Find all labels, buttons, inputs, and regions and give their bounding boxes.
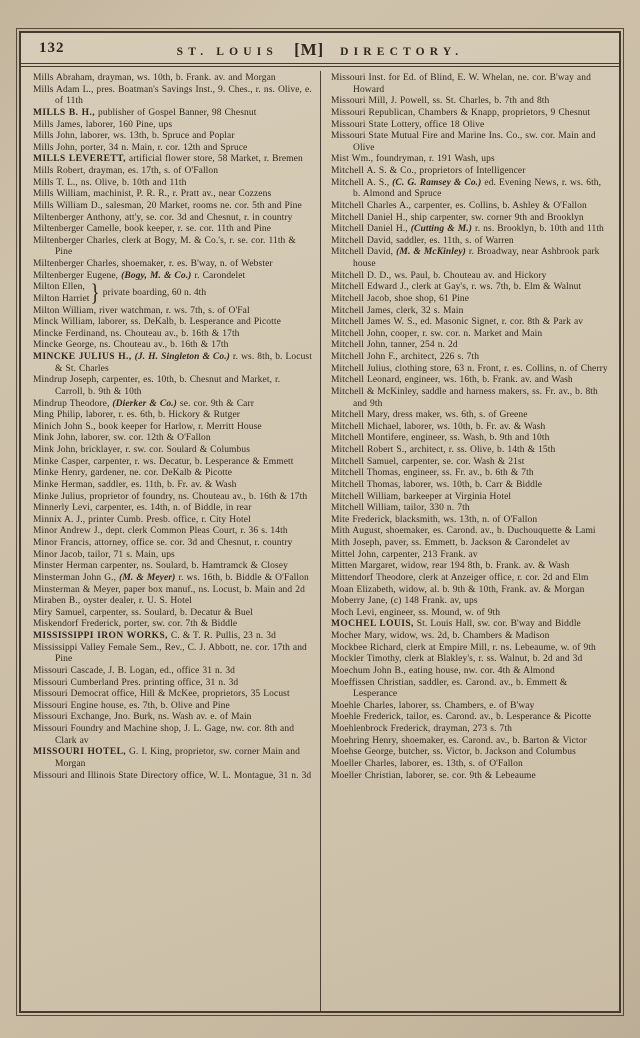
brace-glyph: } bbox=[90, 280, 100, 307]
directory-entry: Missouri Republican, Chambers & Knapp, proprietors, 9 Chesnut bbox=[331, 107, 591, 118]
directory-entry: Mills Adam L., pres. Boatman's Savings Inst., 9. Ches., r. ns. Olive, e. of 11th bbox=[33, 84, 312, 107]
directory-entry: Mitchell John, cooper, r. sw. cor. n. Market and Main bbox=[331, 328, 543, 339]
page-border-frame bbox=[16, 28, 624, 1016]
directory-entry: Missouri and Illinois State Directory office, W. L. Montague, 31 n. 3d bbox=[33, 770, 312, 781]
directory-entry: Mittel John, carpenter, 213 Frank. av bbox=[331, 549, 478, 560]
directory-entry: Mitchell Leonard, engineer, ws. 16th, b. Frank. av. and Wash bbox=[331, 375, 573, 386]
directory-entry: Mitten Margaret, widow, rear 194 8th, b. Frank. av. & Wash bbox=[331, 561, 570, 572]
directory-entry: MISSOURI HOTEL, G. I. King, proprietor, sw. corner Main and Morgan bbox=[33, 747, 300, 769]
directory-entry: Mississippi Valley Female Sem., Rev., C. J. Abbott, ne. cor. 17th and Pine bbox=[33, 642, 307, 665]
directory-column-left bbox=[21, 71, 320, 1011]
page-header bbox=[21, 33, 619, 61]
directory-entry: Moeller Christian, laborer, se. cor. 9th & Lebeaume bbox=[331, 770, 536, 781]
directory-entry: MILLS LEVERETT, artificial flower store, 58 Market, r. Bremen bbox=[33, 154, 303, 165]
page-number: 132 bbox=[39, 40, 65, 56]
directory-entry: Mills William D., salesman, 20 Market, rooms ne. cor. 5th and Pine bbox=[33, 200, 302, 211]
directory-entry: Mindrup Theodore, (Dierker & Co.) se. cor. 9th & Carr bbox=[33, 398, 254, 409]
directory-entry: Miltenberger Charles, shoemaker, r. es. B'way, n. of Webster bbox=[33, 259, 273, 269]
page-title-right: DIRECTORY. bbox=[340, 46, 464, 58]
directory-entry: Mills Robert, drayman, es. 17th, s. of O'Fallon bbox=[33, 166, 219, 176]
directory-entry: Mitchell James W. S., ed. Masonic Signet, r. cor. 8th & Park av bbox=[331, 317, 584, 328]
directory-entry: Moeffissen Christian, saddler, es. Carond. av., b. Emmett & Lesperance bbox=[331, 677, 568, 700]
directory-entry: Minke Julius, proprietor of foundry, ns. Chouteau av., b. 16th & 17th bbox=[33, 491, 308, 502]
directory-entry: Mincke George, ns. Chouteau av., b. 16th & 17th bbox=[33, 340, 229, 351]
directory-entry: Mills John, laborer, ws. 13th, b. Spruce and Poplar bbox=[33, 131, 235, 142]
directory-entry: Mink John, bricklayer, r. sw. cor. Soulard & Columbus bbox=[33, 445, 251, 455]
directory-entry: Missouri Cascade, J. B. Logan, ed., office 31 n. 3d bbox=[33, 665, 236, 676]
directory-entry: Missouri State Lottery, office 18 Olive bbox=[331, 119, 485, 130]
directory-entry: Mitchell Daniel H., (Cutting & M.) r. ns. Brooklyn, b. 10th and 11th bbox=[331, 224, 604, 235]
directory-entry: Mindrup Joseph, carpenter, es. 10th, b. Chesnut and Market, r. Carroll, b. 9th & 10th bbox=[33, 375, 281, 397]
directory-entry: Mitchell Robert S., architect, r. ss. Olive, b. 14th & 15th bbox=[331, 445, 556, 455]
directory-entry: Miskendorf Frederick, porter, sw. cor. 7th & Biddle bbox=[33, 619, 238, 630]
directory-entry: Mitchell John, tanner, 254 n. 2d bbox=[331, 340, 458, 351]
directory-entry: Mockler Timothy, clerk at Blakley's, r. ss. Walnut, b. 2d and 3d bbox=[331, 654, 583, 665]
braced-names bbox=[33, 282, 90, 305]
page-title-left: ST. LOUIS bbox=[176, 46, 278, 58]
directory-entry: Mist Wm., foundryman, r. 191 Wash, ups bbox=[331, 154, 495, 165]
directory-entry: Miltenberger Camelle, book keeper, r. se. cor. 11th and Pine bbox=[33, 224, 272, 235]
directory-entry: Mitchell D. D., ws. Paul, b. Chouteau av. and Hickory bbox=[331, 270, 547, 281]
directory-entry: Missouri Mill, J. Powell, ss. St. Charles, b. 7th and 8th bbox=[331, 96, 550, 107]
directory-entry: Mitchell William, barkeeper at Virginia Hotel bbox=[331, 491, 512, 502]
directory-entry: Missouri Cumberland Pres. printing office, 31 n. 3d bbox=[33, 677, 239, 688]
directory-entry: Minor Jacob, tailor, 71 s. Main, ups bbox=[33, 549, 175, 560]
directory-entry: Miry Samuel, carpenter, ss. Soulard, b. Decatur & Buel bbox=[33, 607, 253, 618]
directory-entry: Moehle Charles, laborer, ss. Chambers, e. of B'way bbox=[331, 700, 535, 711]
directory-entry-braced bbox=[33, 282, 312, 305]
braced-shared-text: private boarding, 60 n. 4th bbox=[102, 288, 207, 299]
directory-entry: Mills John, porter, 34 n. Main, r. cor. 12th and Spruce bbox=[33, 142, 248, 153]
directory-entry: Moehle Frederick, tailor, es. Carond. av., b. Lesperance & Picotte bbox=[331, 712, 592, 723]
directory-entry: Mith August, shoemaker, es. Carond. av., b. Duchouquette & Lami bbox=[331, 526, 596, 537]
directory-entry: Minor Francis, attorney, office se. cor. 3d and Chesnut, r. country bbox=[33, 538, 293, 548]
directory-entry: Moberry Jane, (c) 148 Frank. av, ups bbox=[331, 596, 478, 607]
directory-entry: Mitchell Edward J., clerk at Gay's, r. ws. 7th, b. Elm & Walnut bbox=[331, 282, 582, 293]
directory-entry: Miraben B., oyster dealer, r. U. S. Hotel bbox=[33, 596, 192, 607]
page-body bbox=[19, 31, 621, 1013]
directory-entry: Minsterman & Meyer, paper box manuf., ns. Locust, b. Main and 2d bbox=[33, 584, 305, 595]
directory-columns bbox=[21, 67, 619, 1011]
directory-entry: Moeller Charles, laborer, es. 13th, s. of O'Fallon bbox=[331, 758, 523, 769]
directory-entry: Mitchell Thomas, engineer, ss. Fr. av., b. 6th & 7th bbox=[331, 468, 534, 479]
directory-entry: Milton William, river watchman, r. ws. 7th, s. of O'Fal bbox=[33, 305, 250, 316]
directory-entry: MOCHEL LOUIS, St. Louis Hall, sw. cor. B'way and Biddle bbox=[331, 619, 581, 630]
directory-entry: Missouri State Mutual Fire and Marine Ins. Co., sw. cor. Main and Olive bbox=[331, 131, 596, 153]
directory-entry: Minke Casper, carpenter, r. ws. Decatur, b. Lesperance & Emmett bbox=[33, 456, 294, 467]
directory-entry: Mitchell David, saddler, es. 11th, s. of Warren bbox=[331, 235, 514, 246]
directory-entry: Minnix A. J., printer Cumb. Presb. office, r. City Hotel bbox=[33, 514, 251, 525]
directory-entry: Minke Henry, gardener, ne. cor. DeKalb & Picotte bbox=[33, 468, 233, 479]
directory-entry: Moan Elizabeth, widow, al. b. 9th & 10th, Frank. av. & Morgan bbox=[331, 584, 585, 595]
directory-entry: Mitchell Samuel, carpenter, se. cor. Wash & 21st bbox=[331, 456, 525, 467]
directory-entry: Mitchell A. S. & Co., proprietors of Intelligencer bbox=[331, 166, 526, 176]
entry-name: Milton Harriet bbox=[33, 293, 90, 304]
directory-entry: Mitchell Charles A., carpenter, es. Collins, b. Ashley & O'Fallon bbox=[331, 200, 587, 211]
directory-entry: Mitchell Julius, clothing store, 63 n. Front, r. es. Collins, n. of Cherry bbox=[331, 363, 608, 374]
directory-entry: MINCKE JULIUS H., (J. H. Singleton & Co.) r. ws. 8th, b. Locust & St. Charles bbox=[33, 352, 312, 374]
directory-entry: Mith Joseph, paver, ss. Emmett, b. Jackson & Carondelet av bbox=[331, 538, 570, 548]
directory-entry: Mitchell Mary, dress maker, ws. 6th, s. of Greene bbox=[331, 410, 528, 421]
directory-entry: Mitchell David, (M. & McKinley) r. Broadway, near Ashbrook park house bbox=[331, 247, 600, 269]
directory-entry: Mitchell A. S., (C. G. Ramsey & Co.) ed. Evening News, r. ws. 6th, b. Almond and Spruce bbox=[331, 177, 602, 200]
directory-entry: Mitchell John F., architect, 226 s. 7th bbox=[331, 352, 480, 362]
directory-entry: Mitchell Montifere, engineer, ss. Wash, b. 9th and 10th bbox=[331, 433, 550, 444]
directory-entry: Mitchell Daniel H., ship carpenter, sw. corner 9th and Brooklyn bbox=[331, 212, 584, 223]
directory-entry: Mills Abraham, drayman, ws. 10th, b. Frank. av. and Morgan bbox=[33, 73, 276, 83]
section-letter: [M] bbox=[294, 40, 324, 59]
directory-entry: Missouri Foundry and Machine shop, J. L. Gage, nw. cor. 8th and Clark av bbox=[33, 724, 295, 746]
directory-entry: Mittendorf Theodore, clerk at Anzeiger office, r. cor. 2d and Elm bbox=[331, 572, 589, 583]
directory-entry: Moehring Henry, shoemaker, es. Carond. av., b. Barton & Victor bbox=[331, 735, 587, 746]
directory-entry: Mills T. L., ns. Olive, b. 10th and 11th bbox=[33, 177, 187, 188]
directory-entry: Mitchell Michael, laborer, ws. 10th, b. Fr. av. & Wash bbox=[331, 421, 546, 432]
directory-entry: Mite Frederick, blacksmith, ws. 13th, n. of O'Fallon bbox=[331, 514, 538, 525]
directory-entry: Mitchell James, clerk, 32 s. Main bbox=[331, 305, 464, 316]
entry-name: Milton Ellen, bbox=[33, 282, 85, 293]
directory-entry: Mockbee Richard, clerk at Empire Mill, r. ns. Lebeaume, w. of 9th bbox=[331, 642, 596, 653]
directory-entry: Miltenberger Anthony, att'y, se. cor. 3d and Chesnut, r. in country bbox=[33, 212, 293, 223]
directory-entry: Moehlenbrock Frederick, drayman, 273 s. 7th bbox=[331, 724, 512, 734]
page-title bbox=[21, 40, 619, 60]
directory-entry: Minnerly Levi, carpenter, es. 14th, n. of Biddle, in rear bbox=[33, 503, 252, 514]
directory-entry: Mink John, laborer, sw. cor. 12th & O'Fallon bbox=[33, 433, 211, 444]
directory-entry: Moechum John B., eating house, nw. cor. 4th & Almond bbox=[331, 665, 555, 676]
directory-entry: Minsterman John G., (M. & Meyer) r. ws. 16th, b. Biddle & O'Fallon bbox=[33, 572, 309, 583]
directory-entry: Missouri Engine house, es. 7th, b. Olive and Pine bbox=[33, 700, 230, 711]
directory-entry: Missouri Democrat office, Hill & McKee, proprietors, 35 Locust bbox=[33, 689, 290, 700]
directory-entry: Ming Philip, laborer, r. es. 6th, b. Hickory & Rutger bbox=[33, 410, 241, 421]
directory-entry: Mills James, laborer, 160 Pine, ups bbox=[33, 119, 173, 130]
directory-column-right bbox=[320, 71, 619, 1011]
directory-entry: Minke Herman, saddler, es. 11th, b. Fr. av. & Wash bbox=[33, 479, 237, 490]
directory-entry: MILLS B. H., publisher of Gospel Banner, 98 Chesnut bbox=[33, 107, 257, 118]
directory-entry: Mitchell William, tailor, 330 n. 7th bbox=[331, 503, 470, 514]
directory-entry: Moehse George, butcher, ss. Victor, b. Jackson and Columbus bbox=[331, 747, 576, 758]
directory-entry: Minster Herman carpenter, ns. Soulard, b. Hamtramck & Closey bbox=[33, 561, 288, 572]
directory-entry: Mitchell & McKinley, saddle and harness makers, ss. Fr. av., b. 8th and 9th bbox=[331, 386, 598, 409]
directory-entry: Mitchell Jacob, shoe shop, 61 Pine bbox=[331, 293, 470, 304]
directory-entry: Miltenberger Charles, clerk at Bogy, M. & Co.'s, r. se. cor. 11th & Pine bbox=[33, 235, 296, 258]
directory-entry: Missouri Exchange, Jno. Burk, ns. Wash av. e. of Main bbox=[33, 712, 252, 723]
directory-entry: Mitchell Thomas, laborer, ws. 10th, b. Carr & Biddle bbox=[331, 479, 543, 490]
directory-entry: Mincke Ferdinand, ns. Chouteau av., b. 16th & 17th bbox=[33, 328, 240, 339]
directory-entry: Minor Andrew J., dept. clerk Common Pleas Court, r. 36 s. 14th bbox=[33, 526, 288, 537]
directory-entry: MISSISSIPPI IRON WORKS, C. & T. R. Pullis, 23 n. 3d bbox=[33, 631, 276, 641]
directory-entry: Miltenberger Eugene, (Bogy, M. & Co.) r. Carondelet bbox=[33, 270, 246, 281]
directory-entry: Moch Levi, engineer, ss. Mound, w. of 9th bbox=[331, 607, 501, 618]
directory-entry: Minich John S., book keeper for Harlow, r. Merritt House bbox=[33, 421, 262, 432]
directory-entry: Missouri Inst. for Ed. of Blind, E. W. Whelan, ne. cor. B'way and Howard bbox=[331, 73, 591, 95]
directory-entry: Mills William, machinist, P. R. R., r. Pratt av., near Cozzens bbox=[33, 189, 272, 200]
directory-entry: Mocher Mary, widow, ws. 2d, b. Chambers & Madison bbox=[331, 631, 550, 641]
directory-entry: Minck William, laborer, ss. DeKalb, b. Lesperance and Picotte bbox=[33, 317, 281, 328]
